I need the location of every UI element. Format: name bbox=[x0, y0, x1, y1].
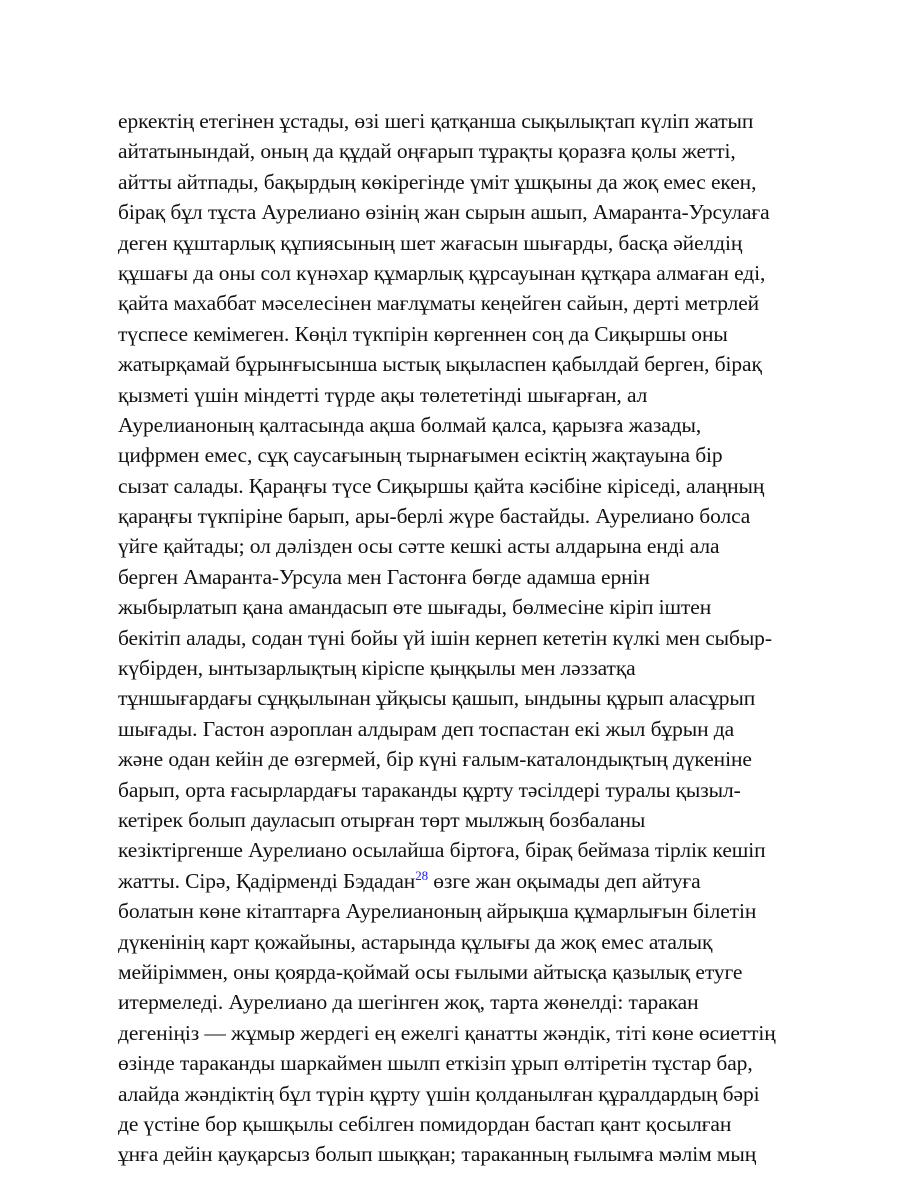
text-line: түспесе кемімеген. Көңіл түкпірін көргеннен соң да Сиқыршы оны bbox=[118, 321, 728, 346]
text-line: құшағы да оны сол күнәхар құмарлық құрсауынан құтқара алмаған еді, bbox=[118, 260, 766, 285]
text-line: барып, орта ғасырлардағы тараканды құрту тәсілдері туралы қызыл- bbox=[118, 777, 741, 802]
text-line: алайда жәндіктің бұл түрін құрту үшін қолданылған құралдардың бәрі bbox=[118, 1081, 760, 1106]
text-line: цифрмен емес, сұқ саусағының тырнағымен есіктің жақтауына бір bbox=[118, 443, 723, 468]
text-line: тұншығардағы сұңқылынан ұйқысы қашып, ындыны құрып аласұрып bbox=[118, 686, 756, 711]
text-line: бірақ бұл тұста Аурелиано өзінің жан сырын ашып, Амаранта-Урсулаға bbox=[118, 200, 770, 225]
text-line: мейіріммен, оны қоярда-қоймай осы ғылыми айтысқа қазылық етуге bbox=[118, 959, 743, 984]
text-line: ұнға дейін қауқарсыз болып шыққан; тараканның ғылымға мәлім мың bbox=[118, 1142, 757, 1167]
text-line: болатын көне кітаптарға Аурелианоның айрықша құмарлығын білетін bbox=[118, 899, 757, 924]
text-line: жыбырлатып қана амандасып өте шығады, бөлмесіне кіріп іштен bbox=[118, 595, 712, 620]
line-text-tail: өзге жан оқымады деп айтуға bbox=[428, 868, 701, 893]
text-line: айтатынындай, оның да құдай оңғарып тұрақты қоразға қолы жетті, bbox=[118, 139, 736, 164]
text-line-with-footnote bbox=[118, 866, 818, 896]
text-line: еркектің етегінен ұстады, өзі шегі қатқанша сықылықтап күліп жатып bbox=[118, 109, 754, 133]
text-line: де үстіне бор қышқылы себілген помидордан бастап қант қосылған bbox=[118, 1111, 732, 1136]
text-line: күбірден, ынтызарлықтың кіріспе қыңқылы мен ләззатқа bbox=[118, 656, 636, 681]
text-line: сызат салады. Қараңғы түсе Сиқыршы қайта кәсібіне кіріседі, алаңның bbox=[118, 473, 765, 498]
text-line: өзінде тараканды шаркаймен шылп еткізіп ұрып өлтіретін тұстар бар, bbox=[118, 1051, 753, 1076]
text-line: кезіктіргенше Аурелиано осылайша біртоға, бірақ беймаза тірлік кешіп bbox=[118, 838, 766, 863]
text-line: айтты айтпады, бақырдың көкірегінде үміт ұшқыны да жоқ емес екен, bbox=[118, 169, 757, 194]
text-line: деген құштарлық құпиясының шет жағасын шығарды, басқа әйелдің bbox=[118, 230, 743, 255]
text-line: үйге қайтады; ол дәлізден осы сәтте кешкі асты алдарына енді ала bbox=[118, 534, 720, 559]
text-line: кетірек болып дауласып отырған төрт мылжың бозбаланы bbox=[118, 807, 646, 832]
text-line: берген Амаранта-Урсула мен Гастонға бөгде адамша ернін bbox=[118, 564, 650, 589]
text-line: қайта махаббат мәселесінен мағлұматы кеңейген сайын, дерті метрлей bbox=[118, 291, 760, 316]
body-text bbox=[118, 106, 818, 1170]
text-line: және одан кейін де өзгермей, бір күні ғалым-каталондықтың дүкеніне bbox=[118, 747, 752, 772]
text-line: жатырқамай бұрынғысынша ыстық ықыласпен қабылдай берген, бірақ bbox=[118, 352, 762, 377]
line-text-head: жатты. Сірә, Қадірменді Бэдадан bbox=[118, 868, 416, 893]
text-line: итермеледі. Аурелиано да шегінген жоқ, тарта жөнелді: таракан bbox=[118, 990, 699, 1015]
footnote-reference-link[interactable]: 28 bbox=[415, 867, 428, 883]
text-line: дегеніңіз — жұмыр жердегі ең ежелгі қанатты жәндік, тіті көне өсиеттің bbox=[118, 1020, 776, 1045]
text-line: бекітіп алады, содан түні бойы үй ішін кернеп кететін күлкі мен сыбыр- bbox=[118, 625, 772, 650]
text-line: қараңғы түкпіріне барып, ары-берлі жүре бастайды. Аурелиано болса bbox=[118, 504, 751, 529]
text-line: Аурелианоның қалтасында ақша болмай қалса, қарызға жазады, bbox=[118, 412, 702, 437]
text-line: дүкенінің карт қожайыны, астарында құлығы да жоқ емес аталық bbox=[118, 929, 713, 954]
text-line: шығады. Гастон аэроплан алдырам деп тоспастан екі жыл бұрын да bbox=[118, 716, 735, 741]
text-line: қызметі үшін міндетті түрде ақы төлететінді шығарған, ал bbox=[118, 382, 648, 407]
